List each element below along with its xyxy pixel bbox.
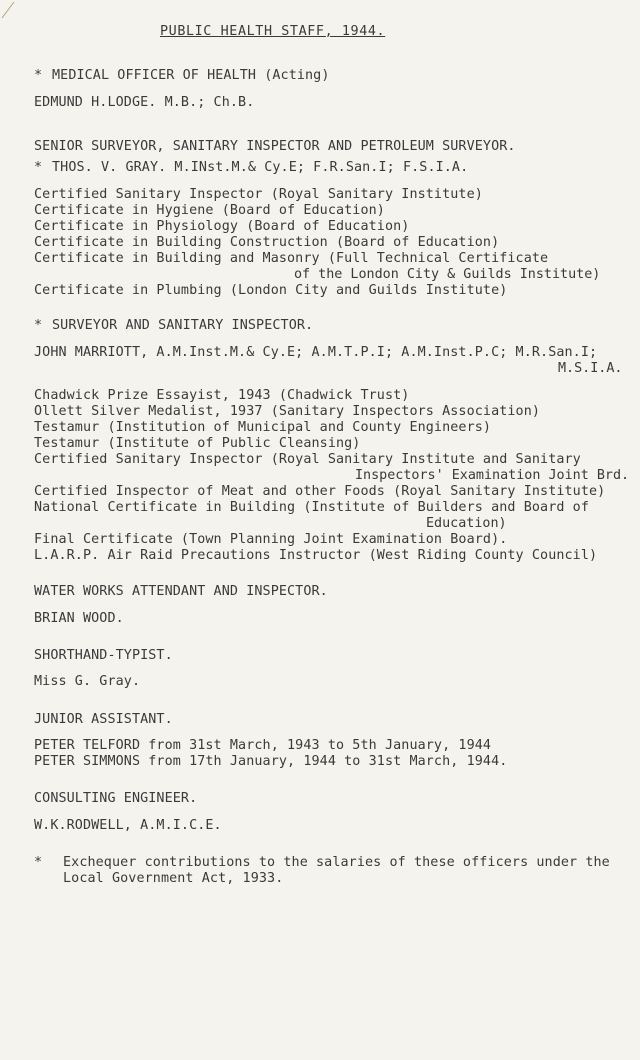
footnote-line: Exchequer contributions to the salaries of these officers under the — [63, 855, 610, 870]
junior-line: PETER TELFORD from 31st March, 1943 to 5th January, 1944 — [34, 738, 492, 753]
exchequer-asterisk: * — [34, 318, 43, 333]
senior-heading: SENIOR SURVEYOR, SANITARY INSPECTOR AND PETROLEUM SURVEYOR. — [34, 139, 516, 154]
surveyor-qual: Education) — [426, 516, 507, 531]
surveyor-name-continued: M.S.I.A. — [558, 361, 623, 376]
surveyor-qual: Testamur (Institute of Public Cleansing) — [34, 436, 361, 451]
consulting-heading: CONSULTING ENGINEER. — [34, 791, 198, 806]
surveyor-qual: Ollett Silver Medalist, 1937 (Sanitary Inspectors Association) — [34, 404, 541, 419]
surveyor-qual: L.A.R.P. Air Raid Precautions Instructor (West Riding County Council) — [34, 548, 598, 563]
senior-qual: Certificate in Hygiene (Board of Education) — [34, 203, 385, 218]
surveyor-qual: Testamur (Institution of Municipal and County Engineers) — [34, 420, 492, 435]
senior-qual: Certified Sanitary Inspector (Royal Sanitary Institute) — [34, 187, 483, 202]
surveyor-qual: Certified Inspector of Meat and other Foods (Royal Sanitary Institute) — [34, 484, 606, 499]
moh-heading: MEDICAL OFFICER OF HEALTH (Acting) — [52, 68, 330, 83]
surveyor-qual: National Certificate in Building (Institute of Builders and Board of — [34, 500, 590, 515]
surveyor-qual: Chadwick Prize Essayist, 1943 (Chadwick Trust) — [34, 388, 410, 403]
moh-name: EDMUND H.LODGE. M.B.; Ch.B. — [34, 95, 255, 110]
page-title: PUBLIC HEALTH STAFF, 1944. — [160, 24, 386, 39]
junior-heading: JUNIOR ASSISTANT. — [34, 712, 173, 727]
waterworks-name: BRIAN WOOD. — [34, 611, 124, 626]
consulting-name: W.K.RODWELL, A.M.I.C.E. — [34, 818, 222, 833]
exchequer-asterisk: * — [34, 68, 43, 83]
surveyor-name: JOHN MARRIOTT, A.M.Inst.M.& Cy.E; A.M.T.P.I; A.M.Inst.P.C; M.R.San.I; — [34, 345, 598, 360]
senior-qual: Certificate in Building Construction (Board of Education) — [34, 235, 500, 250]
surveyor-qual: Inspectors' Examination Joint Brd. — [355, 468, 630, 483]
senior-qual: Certificate in Building and Masonry (Full Technical Certificate — [34, 251, 549, 266]
surveyor-qual: Certified Sanitary Inspector (Royal Sanitary Institute and Sanitary — [34, 452, 581, 467]
senior-qual: Certificate in Plumbing (London City and Guilds Institute) — [34, 283, 508, 298]
surveyor-qual: Final Certificate (Town Planning Joint Examination Board). — [34, 532, 508, 547]
footnote-line: Local Government Act, 1933. — [63, 871, 284, 886]
waterworks-heading: WATER WORKS ATTENDANT AND INSPECTOR. — [34, 584, 328, 599]
footnote-asterisk: * — [34, 855, 43, 870]
corner-pencil-mark — [0, 0, 30, 30]
senior-qual: Certificate in Physiology (Board of Education) — [34, 219, 410, 234]
senior-name: THOS. V. GRAY. M.INst.M.& Cy.E; F.R.San.I; F.S.I.A. — [52, 160, 469, 175]
surveyor-heading: SURVEYOR AND SANITARY INSPECTOR. — [52, 318, 314, 333]
senior-qual: of the London City & Guilds Institute) — [294, 267, 601, 282]
exchequer-asterisk: * — [34, 160, 43, 175]
junior-line: PETER SIMMONS from 17th January, 1944 to 31st March, 1944. — [34, 754, 508, 769]
shorthand-heading: SHORTHAND-TYPIST. — [34, 648, 173, 663]
shorthand-name: Miss G. Gray. — [34, 674, 141, 689]
